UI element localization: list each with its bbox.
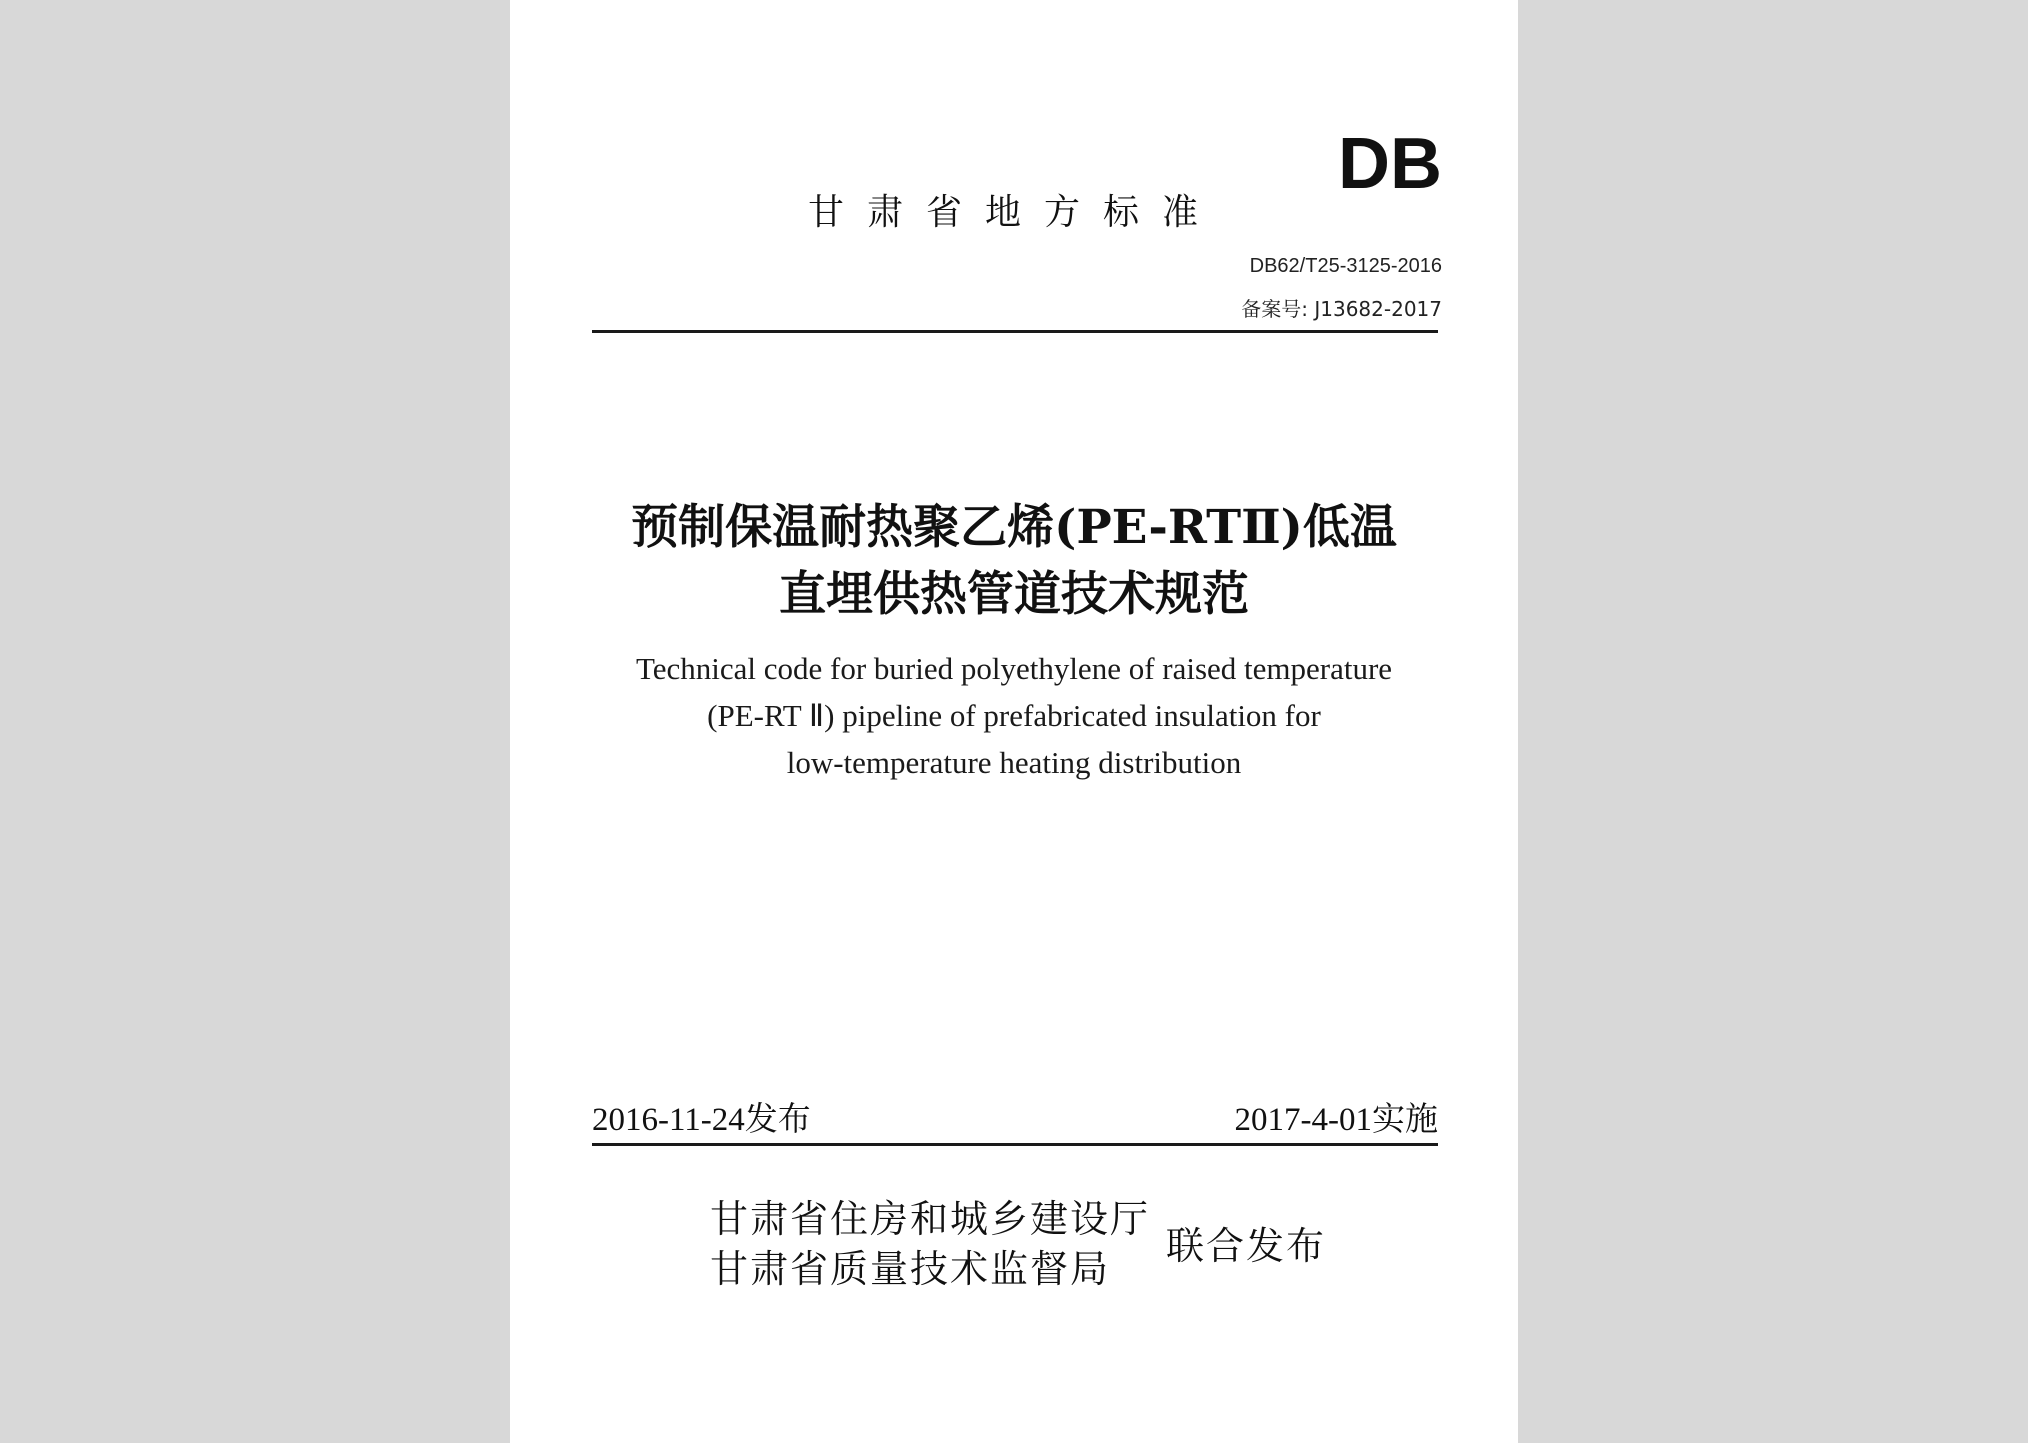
top-divider xyxy=(592,330,1438,333)
issue-date: 2016-11-24发布 xyxy=(592,1102,811,1138)
english-title-line-1: Technical code for buried polyethylene of raised temperature xyxy=(635,651,1393,686)
filing-number: 备案号: J13682-2017 xyxy=(1241,297,1442,321)
document-page xyxy=(510,0,1518,1443)
english-title-line-2: (PE-RT Ⅱ) pipeline of prefabricated insulation for xyxy=(707,698,1321,733)
issuer-line-2: 甘肃省质量技术监督局 xyxy=(710,1247,1111,1291)
issuer-line-1: 甘肃省住房和城乡建设厅 xyxy=(710,1197,1151,1241)
chinese-title-line-1: 预制保温耐热聚乙烯(PE-RTⅡ)低温 xyxy=(631,500,1397,555)
english-title-line-3: low-temperature heating distribution xyxy=(786,745,1242,780)
chinese-title-line-2: 直埋供热管道技术规范 xyxy=(779,567,1249,622)
db-mark: DB xyxy=(1338,124,1442,204)
standard-number: DB62/T25-3125-2016 xyxy=(1249,255,1442,277)
standard-category-title: 甘肃省地方标准 xyxy=(808,192,1222,233)
joint-release-label: 联合发布 xyxy=(1166,1224,1327,1268)
implementation-date: 2017-4-01实施 xyxy=(1234,1102,1438,1138)
bottom-divider xyxy=(592,1143,1438,1146)
